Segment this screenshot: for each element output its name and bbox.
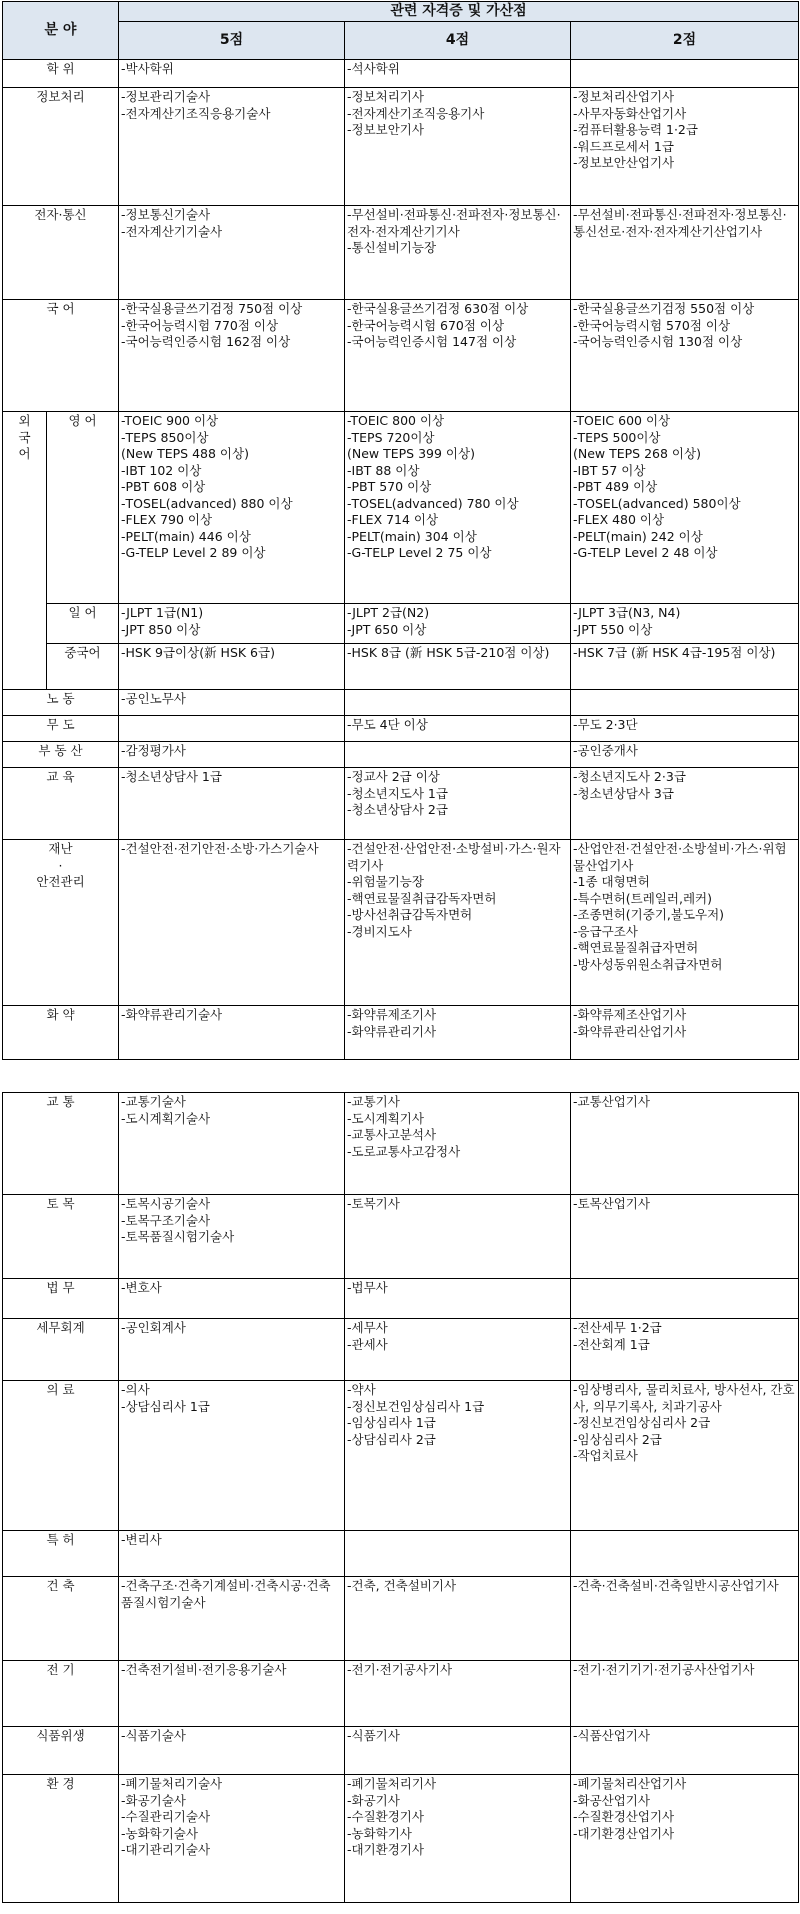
explosive-2pt: -화약류제조산업기사 -화약류관리산업기사: [571, 1006, 799, 1060]
education-2pt: -청소년지도사 2·3급 -청소년상담사 3급: [571, 768, 799, 840]
header-points-row: [3, 22, 799, 60]
env-5pt: -폐기물처리기술사 -화공기술사 -수질관리기술사 -농화학기술사 -대기관리기술사: [119, 1775, 345, 1903]
education-4pt: -정교사 2급 이상 -청소년지도사 1급 -청소년상담사 2급: [345, 768, 571, 840]
electric-5pt: -건축전기설비·전기응용기술사: [119, 1661, 345, 1727]
electric-2pt: -전기·전기기기·전기공사산업기사: [571, 1661, 799, 1727]
field-food-hygiene: 식품위생: [3, 1727, 119, 1775]
martial-4pt: -무도 4단 이상: [345, 716, 571, 742]
law-2pt: [571, 1279, 799, 1319]
law-4pt: -법무사: [345, 1279, 571, 1319]
patent-5pt: -변리사: [119, 1531, 345, 1577]
chinese-4pt: -HSK 8급 (新 HSK 5급-210점 이상): [345, 644, 571, 690]
traffic-5pt: -교통기술사 -도시계획기술사: [119, 1093, 345, 1195]
traffic-2pt: -교통산업기사: [571, 1093, 799, 1195]
field-environment: 환 경: [3, 1775, 119, 1903]
row-architecture: [3, 1577, 799, 1661]
header-row: [3, 2, 799, 22]
explosive-4pt: -화약류제조기사 -화약류관리기사: [345, 1006, 571, 1060]
tax-5pt: -공인회계사: [119, 1319, 345, 1381]
korean-2pt: -한국실용글쓰기검정 550점 이상 -한국어능력시험 570점 이상 -국어능력인증시험 130점 이상: [571, 300, 799, 412]
field-architecture: 건 축: [3, 1577, 119, 1661]
field-foreign-language: 외 국 어: [3, 412, 47, 690]
row-labor: [3, 690, 799, 716]
arch-5pt: -건축구조·건축기계설비·건축시공·건축품질시험기술사: [119, 1577, 345, 1661]
civil-4pt: -토목기사: [345, 1195, 571, 1279]
medical-4pt: -약사 -정신보건임상심리사 1급 -임상심리사 1급 -상담심리사 2급: [345, 1381, 571, 1531]
patent-2pt: [571, 1531, 799, 1577]
info-2pt: -정보처리산업기사 -사무자동화산업기사 -컴퓨터활용능력 1·2급 -워드프로세서 1급 -정보보안산업기사: [571, 88, 799, 206]
english-2pt: -TOEIC 600 이상 -TEPS 500이상 (New TEPS 268 이상) -IBT 57 이상 -PBT 489 이상 -TOSEL(advanced) 580이상 -FLEX 480 이상 -PELT(main) 242 이상 -G-TELP Level 2 48 이상: [571, 412, 799, 604]
japanese-5pt: -JLPT 1급(N1) -JPT 850 이상: [119, 604, 345, 644]
field-traffic: 교 통: [3, 1093, 119, 1195]
header-title: 관련 자격증 및 가산점: [119, 2, 799, 22]
korean-5pt: -한국실용글쓰기검정 750점 이상 -한국어능력시험 770점 이상 -국어능력인증시험 162점 이상: [119, 300, 345, 412]
medical-2pt: -임상병리사, 물리치료사, 방사선사, 간호사, 의무기록사, 치과기공사 -정신보건임상심리사 2급 -임상심리사 2급 -작업치료사: [571, 1381, 799, 1531]
degree-4pt: -석사학위: [345, 60, 571, 88]
header-field: 분 야: [3, 2, 119, 60]
info-4pt: -정보처리기사 -전자계산기조직응용기사 -정보보안기사: [345, 88, 571, 206]
row-legal: [3, 1279, 799, 1319]
field-english: 영 어: [47, 412, 119, 604]
chinese-5pt: -HSK 9급이상(新 HSK 6급): [119, 644, 345, 690]
food-2pt: -식품산업기사: [571, 1727, 799, 1775]
labor-5pt: -공인노무사: [119, 690, 345, 716]
safety-2pt: -산업안전·건설안전·소방설비·가스·위험물산업기사 -1종 대형면허 -특수면허(트레일러,레커) -조종면허(기중기,불도우저) -응급구조사 -핵연료물질취급자면허 -방사성동위원소취급자면허: [571, 840, 799, 1006]
row-patent: [3, 1531, 799, 1577]
civil-5pt: -토목시공기술사 -토목구조기술사 -토목품질시험기술사: [119, 1195, 345, 1279]
electric-4pt: -전기·전기공사기사: [345, 1661, 571, 1727]
row-japanese: [3, 604, 799, 644]
field-labor: 노 동: [3, 690, 119, 716]
field-electronics: 전자·통신: [3, 206, 119, 300]
row-environment: [3, 1775, 799, 1903]
field-electrical: 전 기: [3, 1661, 119, 1727]
english-5pt: -TOEIC 900 이상 -TEPS 850이상 (New TEPS 488 이상) -IBT 102 이상 -PBT 608 이상 -TOSEL(advanced) 880 이상 -FLEX 790 이상 -PELT(main) 446 이상 -G-TELP Level 2 89 이상: [119, 412, 345, 604]
field-legal: 법 무: [3, 1279, 119, 1319]
field-patent: 특 허: [3, 1531, 119, 1577]
food-4pt: -식품기사: [345, 1727, 571, 1775]
chinese-2pt: -HSK 7급 (新 HSK 4급-195점 이상): [571, 644, 799, 690]
realestate-4pt: [345, 742, 571, 768]
field-real-estate: 부 동 산: [3, 742, 119, 768]
english-4pt: -TOEIC 800 이상 -TEPS 720이상 (New TEPS 399 이상) -IBT 88 이상 -PBT 570 이상 -TOSEL(advanced) 780 이상 -FLEX 714 이상 -PELT(main) 304 이상 -G-TELP Level 2 75 이상: [345, 412, 571, 604]
field-education: 교 육: [3, 768, 119, 840]
header-4pt: 4점: [345, 22, 571, 60]
realestate-2pt: -공인중개사: [571, 742, 799, 768]
japanese-2pt: -JLPT 3급(N3, N4) -JPT 550 이상: [571, 604, 799, 644]
elec-5pt: -정보통신기술사 -전자계산기기술사: [119, 206, 345, 300]
env-2pt: -폐기물처리산업기사 -화공산업기사 -수질환경산업기사 -대기환경산업기사: [571, 1775, 799, 1903]
field-degree: 학 위: [3, 60, 119, 88]
elec-4pt: -무선설비·전파통신·전파전자·정보통신·전자·전자계산기기사 -통신설비기능장: [345, 206, 571, 300]
header-5pt: 5점: [119, 22, 345, 60]
row-electrical: [3, 1661, 799, 1727]
row-food-hygiene: [3, 1727, 799, 1775]
field-disaster-safety: 재난 · 안전관리: [3, 840, 119, 1006]
row-explosives: [3, 1006, 799, 1060]
field-info-processing: 정보처리: [3, 88, 119, 206]
field-explosives: 화 약: [3, 1006, 119, 1060]
explosive-5pt: -화약류관리기술사: [119, 1006, 345, 1060]
row-real-estate: [3, 742, 799, 768]
row-degree: [3, 60, 799, 88]
food-5pt: -식품기술사: [119, 1727, 345, 1775]
medical-5pt: -의사 -상담심리사 1급: [119, 1381, 345, 1531]
row-korean: [3, 300, 799, 412]
certificate-table-part-2: [2, 1092, 799, 1903]
degree-2pt: [571, 60, 799, 88]
row-medical: [3, 1381, 799, 1531]
realestate-5pt: -감정평가사: [119, 742, 345, 768]
tax-4pt: -세무사 -관세사: [345, 1319, 571, 1381]
row-education: [3, 768, 799, 840]
korean-4pt: -한국실용글쓰기검정 630점 이상 -한국어능력시험 670점 이상 -국어능력인증시험 147점 이상: [345, 300, 571, 412]
safety-5pt: -건설안전·전기안전·소방·가스기술사: [119, 840, 345, 1006]
field-medical: 의 료: [3, 1381, 119, 1531]
education-5pt: -청소년상담사 1급: [119, 768, 345, 840]
row-disaster-safety: [3, 840, 799, 1006]
env-4pt: -폐기물처리기사 -화공기사 -수질환경기사 -농화학기사 -대기환경기사: [345, 1775, 571, 1903]
martial-2pt: -무도 2·3단: [571, 716, 799, 742]
field-chinese: 중국어: [47, 644, 119, 690]
row-tax-accounting: [3, 1319, 799, 1381]
header-2pt: 2점: [571, 22, 799, 60]
certificate-table-part-1: [2, 1, 799, 1060]
traffic-4pt: -교통기사 -도시계획기사 -교통사고분석사 -도로교통사고감정사: [345, 1093, 571, 1195]
row-civil: [3, 1195, 799, 1279]
field-tax-accounting: 세무회계: [3, 1319, 119, 1381]
row-info-processing: [3, 88, 799, 206]
arch-4pt: -건축, 건축설비기사: [345, 1577, 571, 1661]
field-civil: 토 목: [3, 1195, 119, 1279]
civil-2pt: -토목산업기사: [571, 1195, 799, 1279]
field-martial-arts: 무 도: [3, 716, 119, 742]
field-japanese: 일 어: [47, 604, 119, 644]
row-chinese: [3, 644, 799, 690]
tax-2pt: -전산세무 1·2급 -전산회계 1급: [571, 1319, 799, 1381]
martial-5pt: [119, 716, 345, 742]
row-english: [3, 412, 799, 604]
law-5pt: -변호사: [119, 1279, 345, 1319]
row-electronics: [3, 206, 799, 300]
labor-4pt: [345, 690, 571, 716]
safety-4pt: -건설안전·산업안전·소방설비·가스·원자력기사 -위험물기능장 -핵연료물질취급감독자면허 -방사선취급감독자면허 -경비지도사: [345, 840, 571, 1006]
elec-2pt: -무선설비·전파통신·전파전자·정보통신·통신선로·전자·전자계산기산업기사: [571, 206, 799, 300]
row-traffic: [3, 1093, 799, 1195]
info-5pt: -정보관리기술사 -전자계산기조직응용기술사: [119, 88, 345, 206]
field-korean: 국 어: [3, 300, 119, 412]
arch-2pt: -건축·건축설비·건축일반시공산업기사: [571, 1577, 799, 1661]
labor-2pt: [571, 690, 799, 716]
patent-4pt: [345, 1531, 571, 1577]
row-martial-arts: [3, 716, 799, 742]
degree-5pt: -박사학위: [119, 60, 345, 88]
japanese-4pt: -JLPT 2급(N2) -JPT 650 이상: [345, 604, 571, 644]
